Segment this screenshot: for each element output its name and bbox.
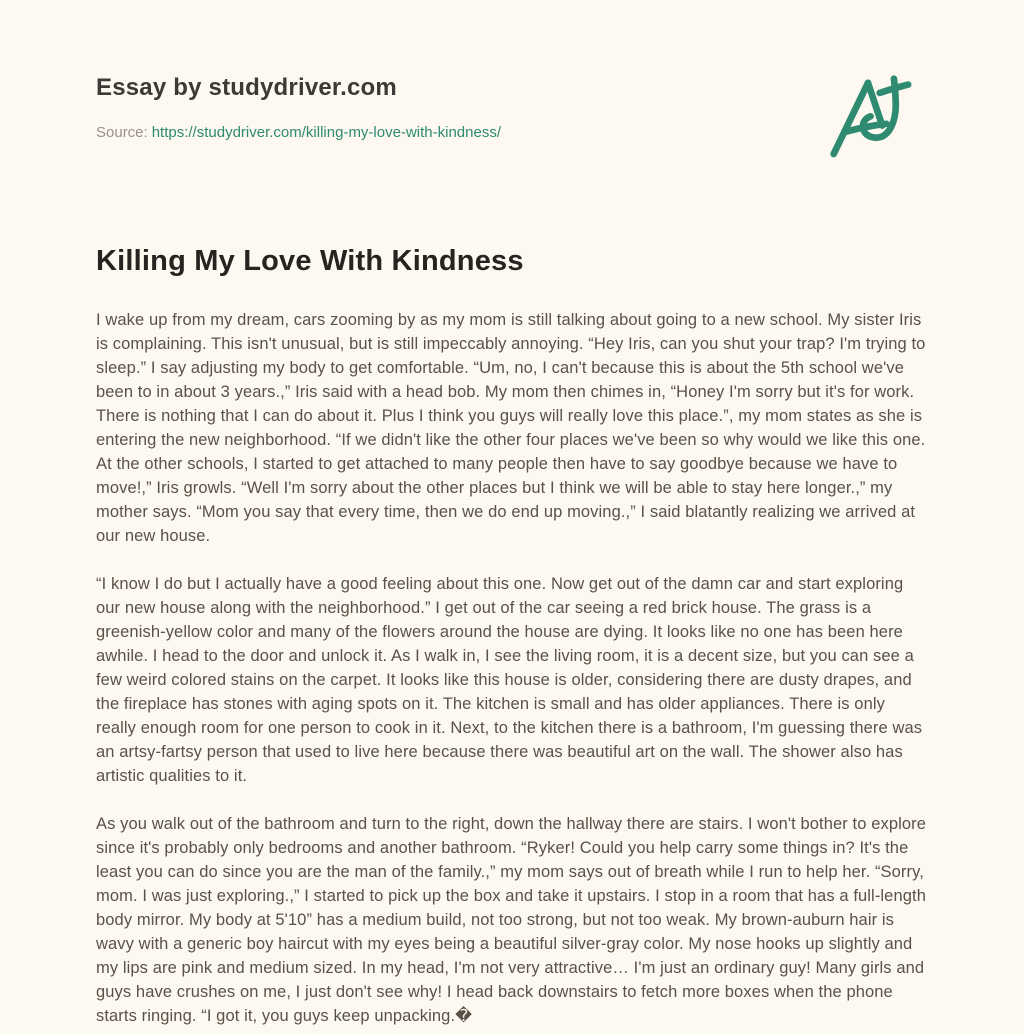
essay-paragraph-1: I wake up from my dream, cars zooming by as my mom is still talking about going to a new school. My sister Iris is complaining. This isn't unusual, but is still impeccably annoying. “Hey Iris, can you shut your trap? I'm trying to sleep.” I say adjusting my body to get comfortable. “Um, no, I can't because this is about the 5th school we've been to in about 3 years.,” Iris said with a head bob. My mom then chimes in, “Honey I'm sorry but it's for work. There is nothing that I can do about it. Plus I think you guys will really love this place.”, my mom states as she is entering the new neighborhood. “If we didn't like the other four places we've been so why would we like this one. At the other schools, I started to get attached to many people then have to say goodbye because we have to move!,” Iris growls. “Well I'm sorry about the other places but I think we will be able to stay here longer.,” my mother says. “Mom you say that every time, then we do end up moving.,” I said blatantly realizing we arrived at our new house. [96,311,926,545]
essay-title: Killing My Love With Kindness [96,245,524,277]
essay-paragraph-2: “I know I do but I actually have a good feeling about this one. Now get out of the damn car and start exploring our new house along with the neighborhood.” I get out of the car seeing a red brick house. The grass is a greenish-yellow color and many of the flowers around the house are dying. It looks like no one has been here awhile. I head to the door and unlock it. As I walk in, I see the living room, it is a decent size, but you can see a few weird colored stains on the carpet. It looks like this house is older, considering there are dusty drapes, and the fireplace has stones with aging spots on it. The kitchen is small and has older appliances. There is only really enough room for one person to cook in it. Next, to the kitchen there is a bathroom, I'm guessing there was an artsy-fartsy person that used to live here because there was beautiful art on the wall. The shower also has artistic qualities to it. [96,575,923,785]
document-header [96,0,928,141]
source-row [96,124,928,141]
essay-body [96,308,928,1028]
source-label: Source: [96,124,148,141]
aplus-logo-icon [822,68,914,168]
header-title: Essay by studydriver.com [96,74,397,101]
document-page [96,0,928,1028]
source-link[interactable]: https://studydriver.com/killing-my-love-with-kindness/ [151,124,501,141]
essay-paragraph-3: As you walk out of the bathroom and turn to the right, down the hallway there are stairs. I won't bother to explore since it's probably only bedrooms and another bathroom. “Ryker! Could you help carry some things in? It's the least you can do since you are the man of the family.,” my mom says out of breath while I run to help her. “Sorry, mom. I was just exploring.,” I started to pick up the box and take it upstairs. I stop in a room that has a full-length body mirror. My body at 5'10” has a medium build, not too strong, but not too weak. My brown-auburn hair is wavy with a generic boy haircut with my eyes being a beautiful silver-gray color. My nose hooks up slightly and my lips are pink and medium sized. In my head, I'm not very attractive… I'm just an ordinary guy! Many girls and guys have crushes on me, I just don't see why! I head back downstairs to fetch more boxes when the phone starts ringing. “I got it, you guys keep unpacking.� [96,815,927,1025]
